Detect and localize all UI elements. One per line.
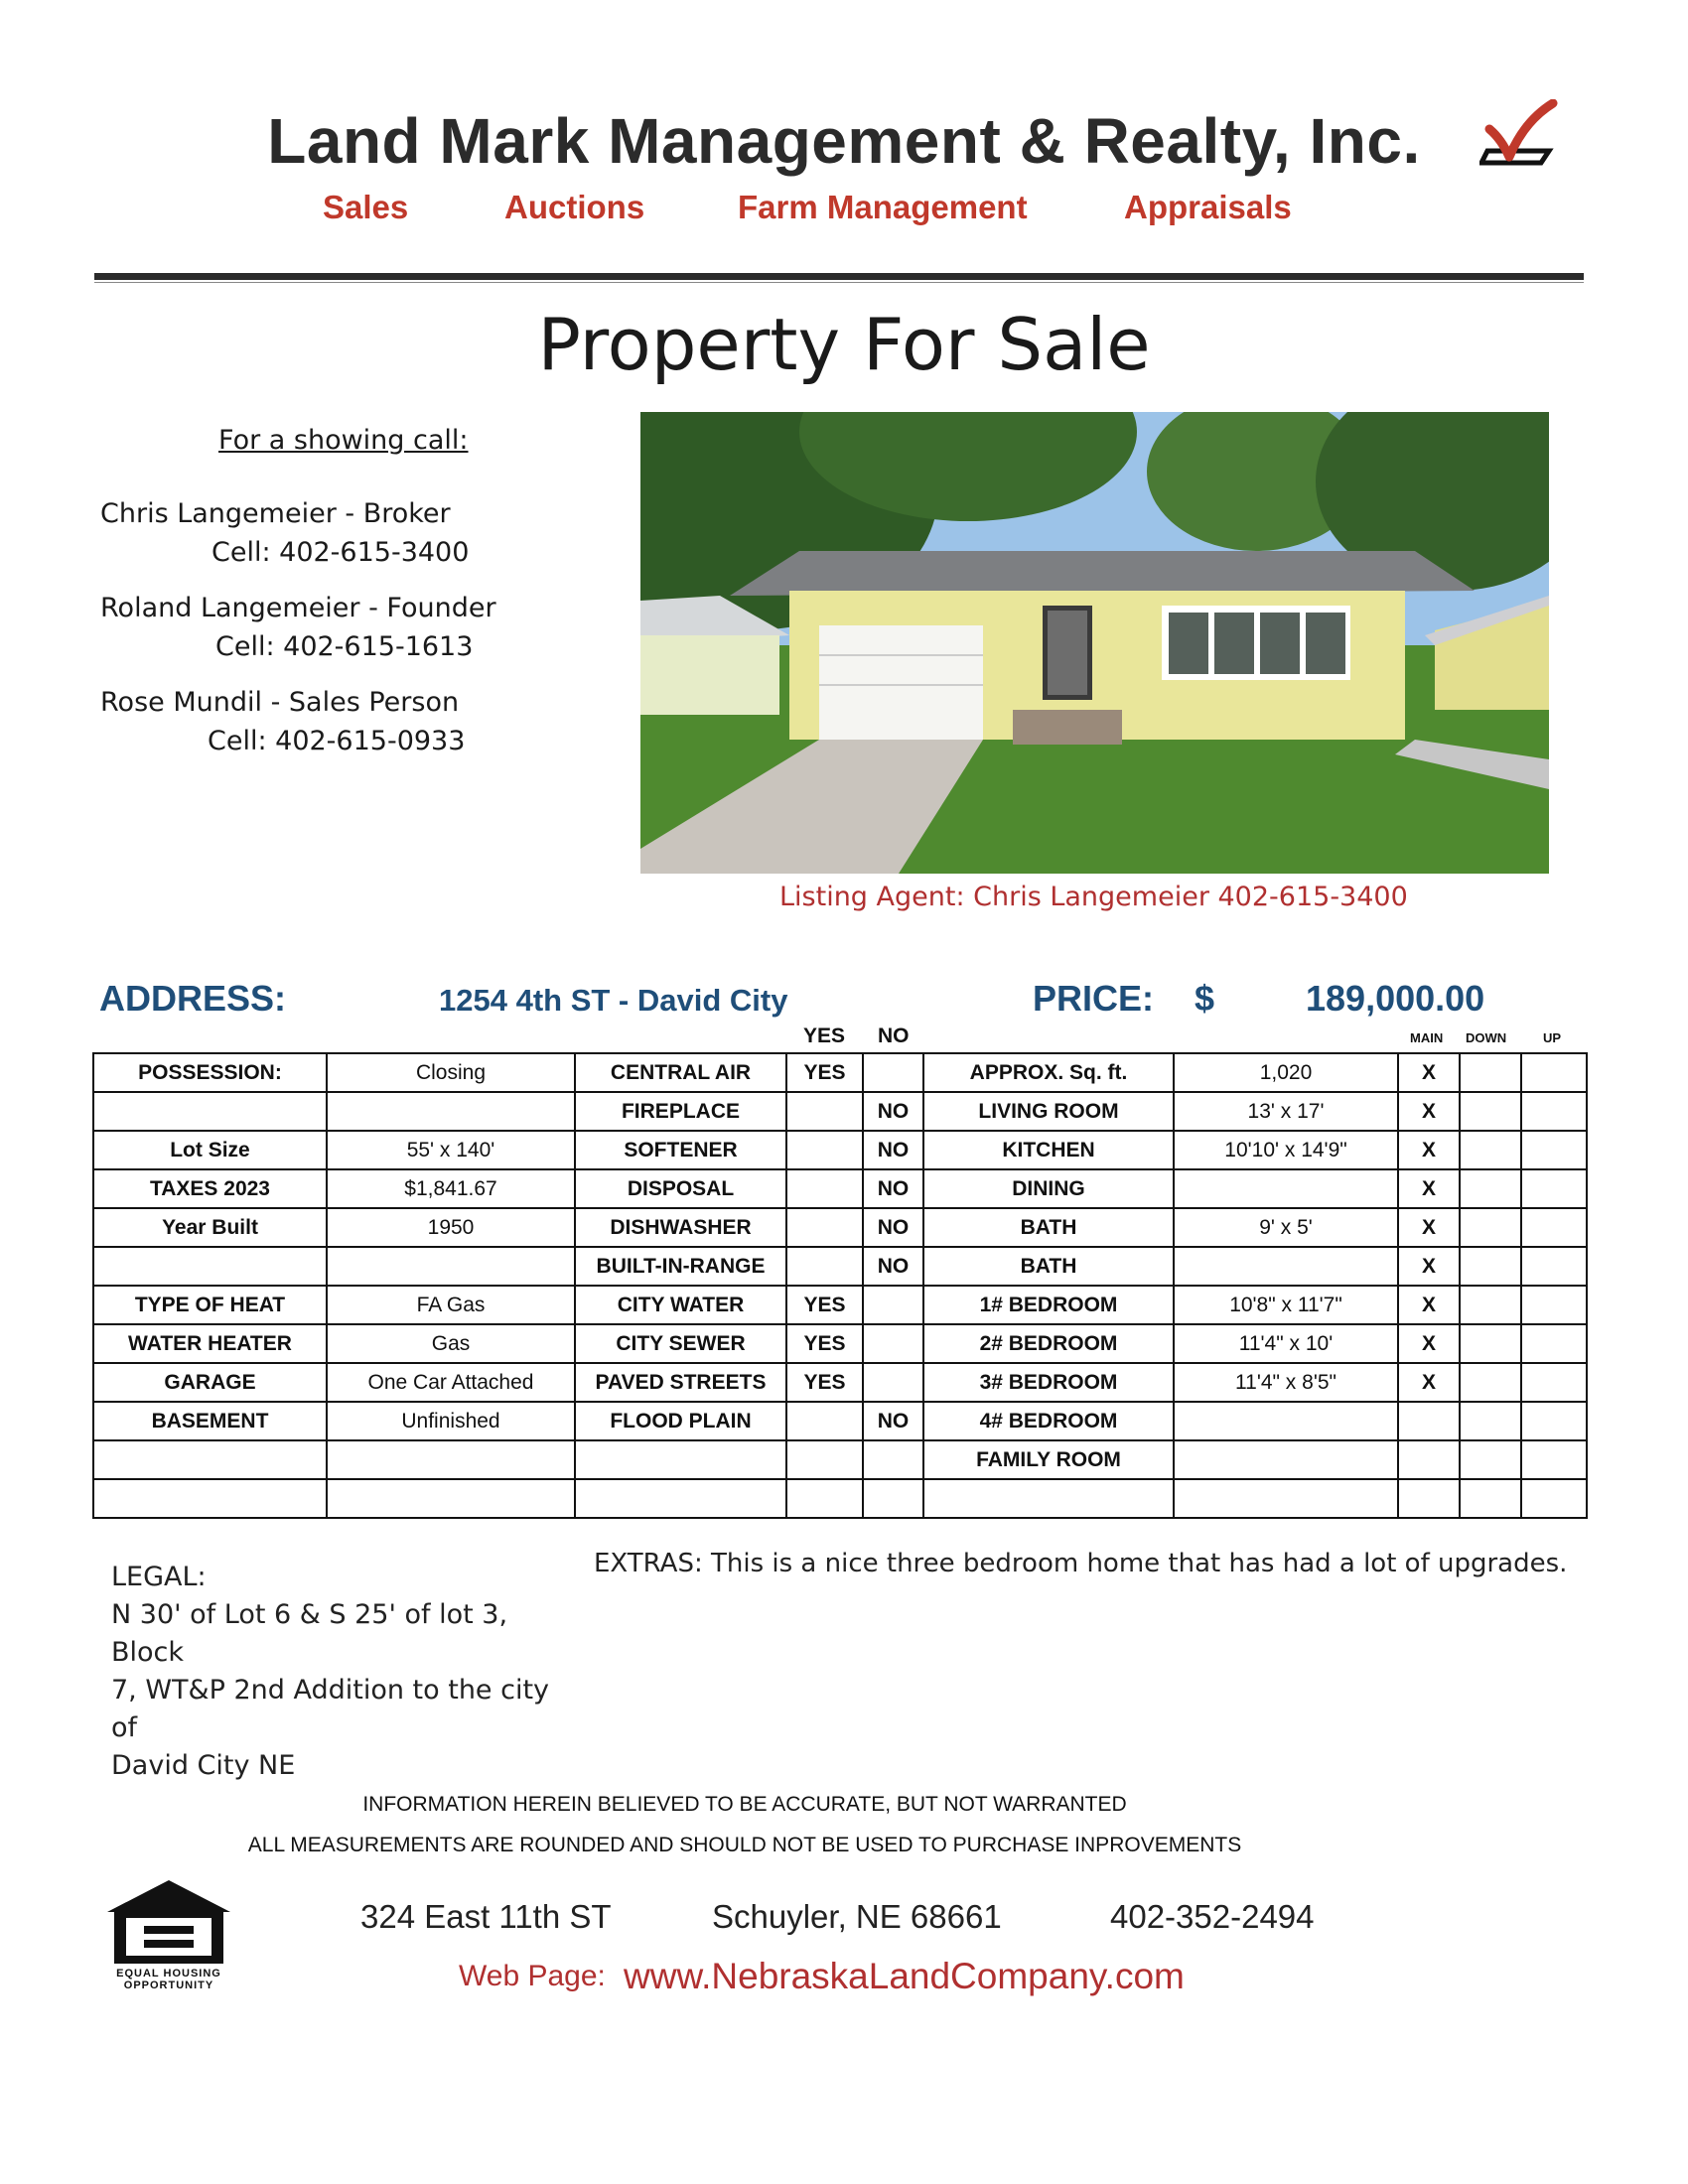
row-label: POSSESSION: xyxy=(93,1053,327,1092)
legal-line: David City NE xyxy=(111,1750,296,1781)
no-cell xyxy=(863,1053,923,1092)
showing-heading: For a showing call: xyxy=(218,425,469,456)
room-label: LIVING ROOM xyxy=(923,1092,1174,1131)
yes-cell xyxy=(786,1169,863,1208)
table-row xyxy=(93,1479,1587,1518)
price-currency: $ xyxy=(1195,978,1215,1019)
room-label: APPROX. Sq. ft. xyxy=(923,1053,1174,1092)
yes-cell xyxy=(786,1440,863,1479)
room-size: 9' x 5' xyxy=(1174,1208,1398,1247)
contact-name: Chris Langemeier - Broker xyxy=(100,498,451,529)
yes-column-header: YES xyxy=(803,1024,846,1047)
row-label xyxy=(93,1092,327,1131)
yes-cell xyxy=(786,1092,863,1131)
yes-cell: YES xyxy=(786,1324,863,1363)
equal-housing-text xyxy=(104,1968,233,1991)
row-value: 55' x 140' xyxy=(327,1131,575,1169)
row-value xyxy=(327,1247,575,1286)
up-level-cell xyxy=(1521,1402,1587,1440)
no-cell: NO xyxy=(863,1131,923,1169)
contact-name: Rose Mundil - Sales Person xyxy=(100,687,460,718)
row-label: Year Built xyxy=(93,1208,327,1247)
no-cell xyxy=(863,1479,923,1518)
down-level-cell xyxy=(1460,1440,1521,1479)
eho-line: EQUAL HOUSING xyxy=(116,1968,221,1979)
room-size: 1,020 xyxy=(1174,1053,1398,1092)
feature-label: SOFTENER xyxy=(575,1131,786,1169)
main-column-header: MAIN xyxy=(1410,1030,1444,1045)
eho-line: OPPORTUNITY xyxy=(123,1979,214,1991)
feature-label: CITY SEWER xyxy=(575,1324,786,1363)
feature-label: CENTRAL AIR xyxy=(575,1053,786,1092)
table-row xyxy=(93,1092,1587,1131)
row-value xyxy=(327,1479,575,1518)
row-value: Gas xyxy=(327,1324,575,1363)
room-label: BATH xyxy=(923,1208,1174,1247)
contact-name: Roland Langemeier - Founder xyxy=(100,593,496,623)
feature-label: DISPOSAL xyxy=(575,1169,786,1208)
address-value: 1254 4th ST - David City xyxy=(439,983,788,1018)
row-label xyxy=(93,1479,327,1518)
main-level-cell xyxy=(1398,1402,1460,1440)
down-level-cell xyxy=(1460,1169,1521,1208)
up-level-cell xyxy=(1521,1092,1587,1131)
yes-cell: YES xyxy=(786,1363,863,1402)
table-row xyxy=(93,1363,1587,1402)
header-divider xyxy=(94,273,1584,280)
yes-cell: YES xyxy=(786,1286,863,1324)
contact-cell: Cell: 402-615-1613 xyxy=(215,631,474,662)
row-value: $1,841.67 xyxy=(327,1169,575,1208)
contact-cell: Cell: 402-615-0933 xyxy=(208,726,466,756)
feature-label: FIREPLACE xyxy=(575,1092,786,1131)
main-level-cell xyxy=(1398,1479,1460,1518)
feature-label: PAVED STREETS xyxy=(575,1363,786,1402)
up-level-cell xyxy=(1521,1053,1587,1092)
up-level-cell xyxy=(1521,1440,1587,1479)
yes-cell xyxy=(786,1131,863,1169)
price-label: PRICE: xyxy=(1033,978,1155,1019)
yes-cell xyxy=(786,1402,863,1440)
row-label: TAXES 2023 xyxy=(93,1169,327,1208)
no-cell: NO xyxy=(863,1092,923,1131)
room-size: 10'10' x 14'9" xyxy=(1174,1131,1398,1169)
room-size xyxy=(1174,1402,1398,1440)
row-value: FA Gas xyxy=(327,1286,575,1324)
down-column-header: DOWN xyxy=(1466,1030,1507,1045)
row-label xyxy=(93,1440,327,1479)
room-label: 3# BEDROOM xyxy=(923,1363,1174,1402)
feature-label: BUILT-IN-RANGE xyxy=(575,1247,786,1286)
no-cell: NO xyxy=(863,1169,923,1208)
row-value xyxy=(327,1092,575,1131)
feature-label xyxy=(575,1479,786,1518)
yes-cell xyxy=(786,1479,863,1518)
disclaimer-line: INFORMATION HEREIN BELIEVED TO BE ACCURATE, BUT NOT WARRANTED xyxy=(362,1793,1127,1816)
no-cell xyxy=(863,1286,923,1324)
row-label xyxy=(93,1247,327,1286)
property-photo xyxy=(640,412,1549,874)
up-level-cell xyxy=(1521,1208,1587,1247)
price-value: 189,000.00 xyxy=(1306,978,1485,1019)
web-page-link[interactable]: www.NebraskaLandCompany.com xyxy=(624,1956,1185,1996)
room-label: 2# BEDROOM xyxy=(923,1324,1174,1363)
row-label: TYPE OF HEAT xyxy=(93,1286,327,1324)
room-size: 11'4" x 10' xyxy=(1174,1324,1398,1363)
checkmark-icon xyxy=(1479,99,1559,179)
up-level-cell xyxy=(1521,1131,1587,1169)
down-level-cell xyxy=(1460,1363,1521,1402)
table-row xyxy=(93,1402,1587,1440)
main-level-cell: X xyxy=(1398,1247,1460,1286)
yes-cell: YES xyxy=(786,1053,863,1092)
row-value: One Car Attached xyxy=(327,1363,575,1402)
main-level-cell: X xyxy=(1398,1131,1460,1169)
room-label: FAMILY ROOM xyxy=(923,1440,1174,1479)
down-level-cell xyxy=(1460,1131,1521,1169)
feature-label: CITY WATER xyxy=(575,1286,786,1324)
extras-text: EXTRAS: This is a nice three bedroom home that has had a lot of upgrades. xyxy=(594,1549,1568,1578)
page-title: Property For Sale xyxy=(537,303,1151,386)
web-page-label: Web Page: xyxy=(459,1960,606,1992)
up-level-cell xyxy=(1521,1247,1587,1286)
no-cell xyxy=(863,1324,923,1363)
row-label: GARAGE xyxy=(93,1363,327,1402)
room-size xyxy=(1174,1440,1398,1479)
footer-phone: 402-352-2494 xyxy=(1110,1898,1315,1935)
room-size xyxy=(1174,1247,1398,1286)
room-label xyxy=(923,1479,1174,1518)
feature-label xyxy=(575,1440,786,1479)
main-level-cell: X xyxy=(1398,1208,1460,1247)
yes-cell xyxy=(786,1208,863,1247)
up-level-cell xyxy=(1521,1169,1587,1208)
service-appraisals: Appraisals xyxy=(1124,189,1292,225)
room-size: 11'4" x 8'5" xyxy=(1174,1363,1398,1402)
header-divider-thin xyxy=(94,282,1584,283)
no-cell: NO xyxy=(863,1208,923,1247)
row-value xyxy=(327,1440,575,1479)
legal-heading: LEGAL: xyxy=(111,1562,207,1592)
room-size xyxy=(1174,1479,1398,1518)
table-row xyxy=(93,1440,1587,1479)
no-column-header: NO xyxy=(878,1024,910,1047)
row-label: Lot Size xyxy=(93,1131,327,1169)
no-cell xyxy=(863,1440,923,1479)
room-size: 10'8" x 11'7" xyxy=(1174,1286,1398,1324)
down-level-cell xyxy=(1460,1053,1521,1092)
listing-agent: Listing Agent: Chris Langemeier 402-615-3400 xyxy=(779,882,1408,912)
row-value: 1950 xyxy=(327,1208,575,1247)
footer-city: Schuyler, NE 68661 xyxy=(712,1898,1002,1935)
no-cell xyxy=(863,1363,923,1402)
up-level-cell xyxy=(1521,1363,1587,1402)
row-label: WATER HEATER xyxy=(93,1324,327,1363)
table-row xyxy=(93,1286,1587,1324)
room-label: BATH xyxy=(923,1247,1174,1286)
main-level-cell: X xyxy=(1398,1053,1460,1092)
equal-housing-icon xyxy=(104,1876,233,1971)
room-size xyxy=(1174,1169,1398,1208)
room-label: DINING xyxy=(923,1169,1174,1208)
room-size: 13' x 17' xyxy=(1174,1092,1398,1131)
row-label: BASEMENT xyxy=(93,1402,327,1440)
legal-line: N 30' of Lot 6 & S 25' of lot 3, Block xyxy=(111,1599,508,1668)
service-auctions: Auctions xyxy=(504,189,645,225)
address-label: ADDRESS: xyxy=(99,978,287,1019)
feature-label: DISHWASHER xyxy=(575,1208,786,1247)
legal-description xyxy=(111,1559,568,1785)
up-level-cell xyxy=(1521,1324,1587,1363)
room-label: KITCHEN xyxy=(923,1131,1174,1169)
down-level-cell xyxy=(1460,1092,1521,1131)
table-row xyxy=(93,1247,1587,1286)
down-level-cell xyxy=(1460,1479,1521,1518)
table-row xyxy=(93,1131,1587,1169)
main-level-cell: X xyxy=(1398,1363,1460,1402)
up-column-header: UP xyxy=(1543,1030,1562,1045)
company-name: Land Mark Management & Realty, Inc. xyxy=(267,105,1421,177)
table-row xyxy=(93,1324,1587,1363)
main-level-cell: X xyxy=(1398,1169,1460,1208)
down-level-cell xyxy=(1460,1208,1521,1247)
disclaimer-line: ALL MEASUREMENTS ARE ROUNDED AND SHOULD NOT BE USED TO PURCHASE INPROVEMENTS xyxy=(247,1834,1242,1856)
down-level-cell xyxy=(1460,1286,1521,1324)
yes-cell xyxy=(786,1247,863,1286)
room-label: 4# BEDROOM xyxy=(923,1402,1174,1440)
row-value: Unfinished xyxy=(327,1402,575,1440)
main-level-cell xyxy=(1398,1440,1460,1479)
legal-line: 7, WT&P 2nd Addition to the city of xyxy=(111,1675,550,1743)
feature-label: FLOOD PLAIN xyxy=(575,1402,786,1440)
main-level-cell: X xyxy=(1398,1324,1460,1363)
room-label: 1# BEDROOM xyxy=(923,1286,1174,1324)
table-row xyxy=(93,1169,1587,1208)
footer-street: 324 East 11th ST xyxy=(360,1898,612,1935)
row-value: Closing xyxy=(327,1053,575,1092)
table-row xyxy=(93,1208,1587,1247)
up-level-cell xyxy=(1521,1286,1587,1324)
main-level-cell: X xyxy=(1398,1092,1460,1131)
property-details-table xyxy=(92,1052,1588,1519)
down-level-cell xyxy=(1460,1247,1521,1286)
up-level-cell xyxy=(1521,1479,1587,1518)
main-level-cell: X xyxy=(1398,1286,1460,1324)
no-cell: NO xyxy=(863,1402,923,1440)
service-farm-management: Farm Management xyxy=(738,189,1028,225)
table-row xyxy=(93,1053,1587,1092)
contact-cell: Cell: 402-615-3400 xyxy=(211,537,470,568)
down-level-cell xyxy=(1460,1324,1521,1363)
service-sales: Sales xyxy=(323,189,409,225)
no-cell: NO xyxy=(863,1247,923,1286)
down-level-cell xyxy=(1460,1402,1521,1440)
